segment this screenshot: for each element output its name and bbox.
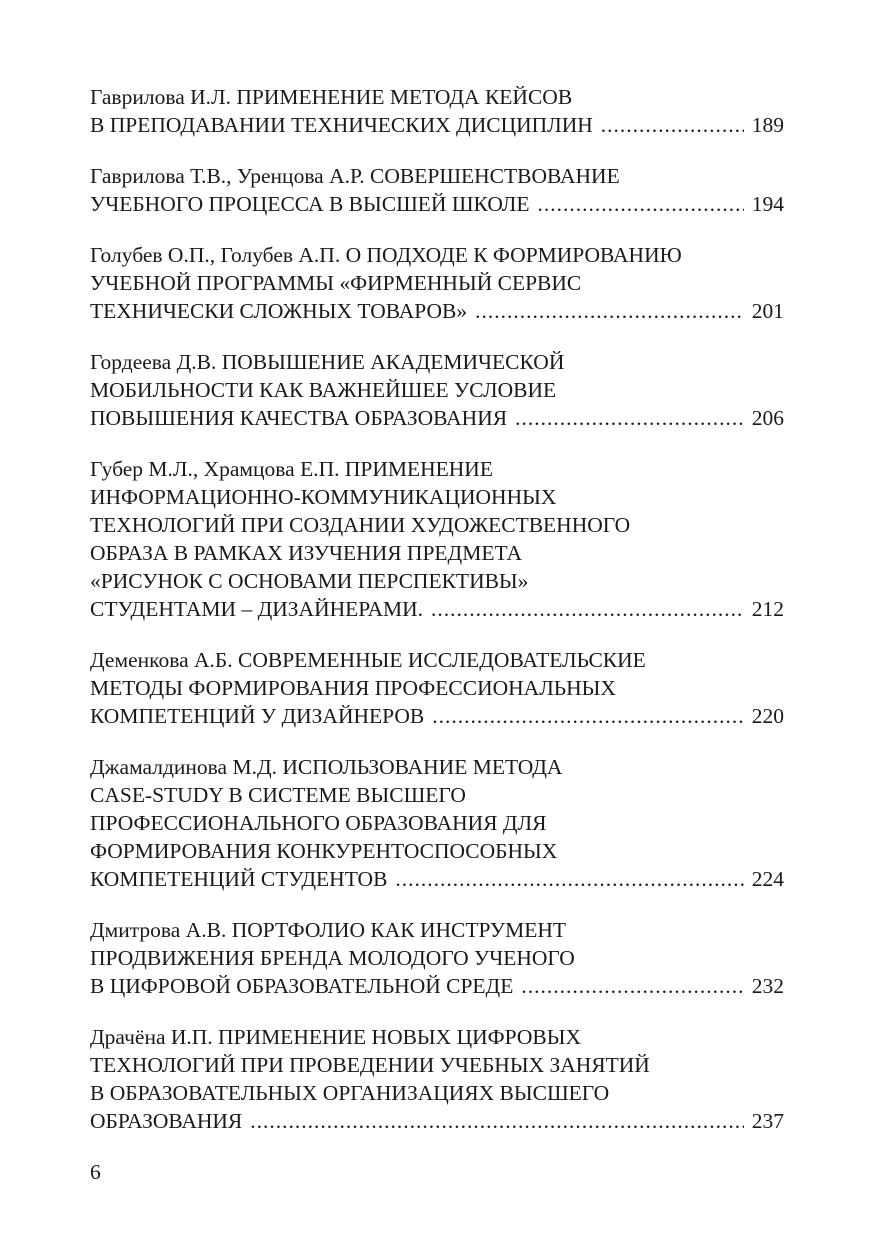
toc-entry-line: CASE-STUDY В СИСТЕМЕ ВЫСШЕГО (90, 783, 466, 807)
toc-entry-line: УЧЕБНОГО ПРОЦЕССА В ВЫСШЕЙ ШКОЛЕ (90, 192, 530, 216)
dot-leader (431, 595, 744, 623)
toc-entry-line: ТЕХНИЧЕСКИ СЛОЖНЫХ ТОВАРОВ» (90, 299, 468, 323)
toc-page-number: 237 (751, 1109, 784, 1133)
toc-entry[interactable] (90, 753, 784, 893)
toc-entry-line: ОБРАЗА В РАМКАХ ИЗУЧЕНИЯ ПРЕДМЕТА (90, 541, 523, 565)
toc-page-number: 220 (751, 704, 784, 728)
dot-leader (432, 702, 744, 730)
toc-page-number: 212 (751, 597, 784, 621)
toc-entry-last-line (90, 865, 784, 893)
toc-entry-line: МОБИЛЬНОСТИ КАК ВАЖНЕЙШЕЕ УСЛОВИЕ (90, 378, 557, 402)
toc-entry-line: Дмитрова А.В. ПОРТФОЛИО КАК ИНСТРУМЕНТ (90, 918, 567, 942)
toc-entry-line: СТУДЕНТАМИ – ДИЗАЙНЕРАМИ. (90, 597, 424, 621)
dot-leader (250, 1107, 743, 1135)
toc-entry-line: Гаврилова И.Л. ПРИМЕНЕНИЕ МЕТОДА КЕЙСОВ (90, 85, 573, 109)
toc-entry-line: ПРОДВИЖЕНИЯ БРЕНДА МОЛОДОГО УЧЕНОГО (90, 946, 575, 970)
toc-entry-line: УЧЕБНОЙ ПРОГРАММЫ «ФИРМЕННЫЙ СЕРВИС (90, 271, 582, 295)
toc-entry-line: Драчёна И.П. ПРИМЕНЕНИЕ НОВЫХ ЦИФРОВЫХ (90, 1025, 581, 1049)
toc-entry-line: Голубев О.П., Голубев А.П. О ПОДХОДЕ К ФОРМИРОВАНИЮ (90, 243, 682, 267)
dot-leader (515, 404, 744, 432)
toc-entry-line: Гаврилова Т.В., Уренцова А.Р. СОВЕРШЕНСТВОВАНИЕ (90, 164, 620, 188)
toc-entry-line: «РИСУНОК С ОСНОВАМИ ПЕРСПЕКТИВЫ» (90, 569, 529, 593)
toc-page-number: 194 (751, 192, 784, 216)
toc-entry-last-line (90, 972, 784, 1000)
toc-entry-line: ПРОФЕССИОНАЛЬНОГО ОБРАЗОВАНИЯ ДЛЯ (90, 811, 547, 835)
toc-entry-line: В ПРЕПОДАВАНИИ ТЕХНИЧЕСКИХ ДИСЦИПЛИН (90, 113, 593, 137)
toc-entry[interactable] (90, 348, 784, 432)
dot-leader (538, 190, 744, 218)
toc-entry[interactable] (90, 241, 784, 325)
toc-entry-last-line (90, 702, 784, 730)
page-number: 6 (90, 1160, 101, 1184)
toc-entry-line: ОБРАЗОВАНИЯ (90, 1109, 243, 1133)
toc-entry[interactable] (90, 162, 784, 218)
toc-entry-last-line (90, 297, 784, 325)
toc-entry-line: КОМПЕТЕНЦИЙ СТУДЕНТОВ (90, 867, 388, 891)
toc-entry-line: Джамалдинова М.Д. ИСПОЛЬЗОВАНИЕ МЕТОДА (90, 755, 563, 779)
dot-leader (601, 111, 744, 139)
toc-entry-last-line (90, 404, 784, 432)
toc-entry-last-line (90, 190, 784, 218)
toc-page-number: 206 (751, 406, 784, 430)
toc-entry-line: Гордеева Д.В. ПОВЫШЕНИЕ АКАДЕМИЧЕСКОЙ (90, 350, 565, 374)
toc-entry[interactable] (90, 646, 784, 730)
toc-entry[interactable] (90, 83, 784, 139)
dot-leader (521, 972, 743, 1000)
toc-entry-last-line (90, 1107, 784, 1135)
toc-entry[interactable] (90, 455, 784, 623)
toc-entry-line: КОМПЕТЕНЦИЙ У ДИЗАЙНЕРОВ (90, 704, 425, 728)
table-of-contents (90, 83, 784, 1158)
toc-entry-line: МЕТОДЫ ФОРМИРОВАНИЯ ПРОФЕССИОНАЛЬНЫХ (90, 676, 616, 700)
dot-leader (475, 297, 744, 325)
toc-entry-last-line (90, 595, 784, 623)
toc-entry-line: В ЦИФРОВОЙ ОБРАЗОВАТЕЛЬНОЙ СРЕДЕ (90, 974, 514, 998)
toc-page-number: 232 (751, 974, 784, 998)
toc-entry-line: ТЕХНОЛОГИЙ ПРИ ПРОВЕДЕНИИ УЧЕБНЫХ ЗАНЯТИЙ (90, 1053, 650, 1077)
toc-page-number: 189 (751, 113, 784, 137)
toc-page-number: 201 (751, 299, 784, 323)
toc-entry[interactable] (90, 1023, 784, 1135)
dot-leader (395, 865, 743, 893)
toc-entry[interactable] (90, 916, 784, 1000)
toc-page-number: 224 (751, 867, 784, 891)
toc-entry-line: ИНФОРМАЦИОННО-КОММУНИКАЦИОННЫХ (90, 485, 557, 509)
toc-entry-line: Деменкова А.Б. СОВРЕМЕННЫЕ ИССЛЕДОВАТЕЛЬСКИЕ (90, 648, 646, 672)
toc-entry-line: ПОВЫШЕНИЯ КАЧЕСТВА ОБРАЗОВАНИЯ (90, 406, 508, 430)
toc-entry-line: ФОРМИРОВАНИЯ КОНКУРЕНТОСПОСОБНЫХ (90, 839, 558, 863)
toc-entry-last-line (90, 111, 784, 139)
toc-entry-line: В ОБРАЗОВАТЕЛЬНЫХ ОРГАНИЗАЦИЯХ ВЫСШЕГО (90, 1081, 610, 1105)
toc-entry-line: ТЕХНОЛОГИЙ ПРИ СОЗДАНИИ ХУДОЖЕСТВЕННОГО (90, 513, 631, 537)
toc-entry-line: Губер М.Л., Храмцова Е.П. ПРИМЕНЕНИЕ (90, 457, 493, 481)
